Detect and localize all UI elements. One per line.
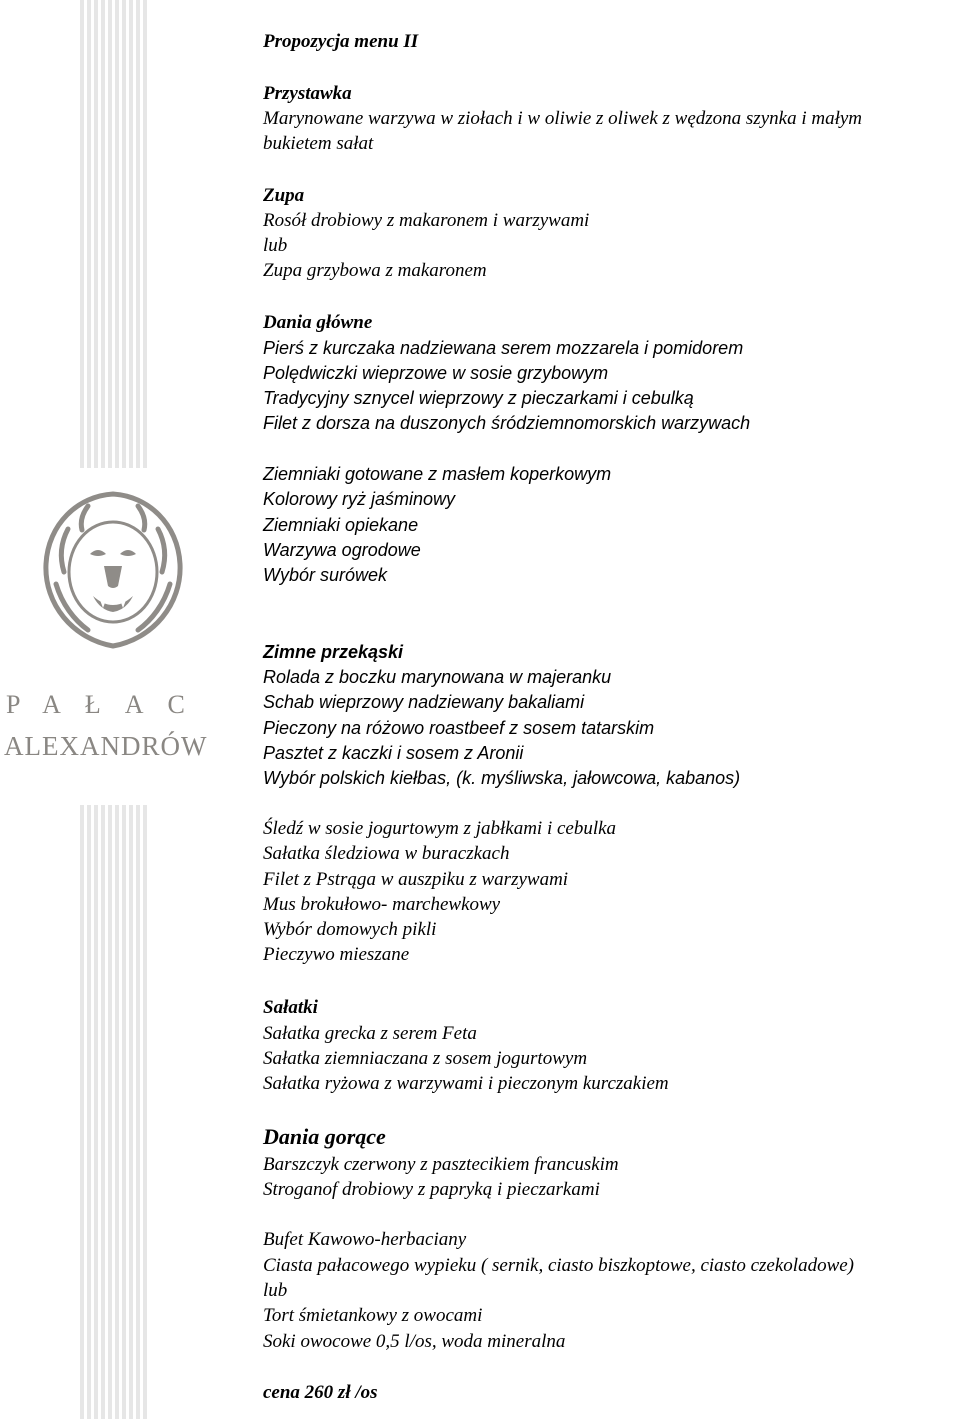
lion-head-icon [38,484,188,654]
salad-item: Sałatka ziemniaczana z sosem jogurtowym [263,1048,588,1069]
main-item: Polędwiczki wieprzowe w sosie grzybowym [263,363,609,383]
logo-line-alexandrow: ALEXANDRÓW [4,731,208,761]
cold-item: Wybór polskich kiełbas, (k. myśliwska, jałowcowa, kabanos) [263,768,741,788]
cold2-item: Wybór domowych pikli [263,919,437,940]
cold2-item: Filet z Pstrąga w auszpiku z warzywami [263,869,569,890]
hot-heading: Dania gorące [263,1124,386,1149]
starter-line: Marynowane warzywa w ziołach i w oliwie z oliwek z wędzona szynka i małym [263,108,863,129]
cold-item: Schab wieprzowy nadziewany bakaliami [263,692,585,712]
main-item: Tradycyjny sznycel wieprzowy z pieczarkami i cebulką [263,388,694,408]
buffet-line: Bufet Kawowo-herbaciany [263,1229,467,1250]
side-item: Wybór surówek [263,565,388,585]
buffet-line: Ciasta pałacowego wypieku ( sernik, ciasto biszkoptowe, ciasto czekoladowe) [263,1255,855,1276]
main-item: Pierś z kurczaka nadziewana serem mozzarela i pomidorem [263,338,744,358]
cold2-item: Sałatka śledziowa w buraczkach [263,843,510,864]
cold-heading: Zimne przekąski [263,642,404,662]
soup-item: Rosół drobiowy z makaronem i warzywami [263,210,590,231]
mains-heading: Dania główne [263,312,373,333]
cold2-item: Mus brokułowo- marchewkowy [263,894,501,915]
decorative-stripes-bottom [80,805,150,1419]
soup-heading: Zupa [263,185,305,206]
buffet-line: Tort śmietankowy z owocami [263,1305,483,1326]
side-item: Kolorowy ryż jaśminowy [263,489,456,509]
soup-item: Zupa grzybowa z makaronem [263,260,487,281]
cold-item: Pieczony na różowo roastbeef z sosem tatarskim [263,718,655,738]
side-item: Ziemniaki gotowane z masłem koperkowym [263,464,612,484]
hot-item: Stroganof drobiowy z papryką i pieczarkami [263,1179,600,1200]
menu-title: Propozycja menu II [263,31,419,52]
cold2-item: Pieczywo mieszane [263,944,410,965]
cold2-item: Śledź w sosie jogurtowym z jabłkami i cebulka [263,818,617,839]
salad-item: Sałatka grecka z serem Feta [263,1023,477,1044]
side-item: Ziemniaki opiekane [263,515,419,535]
price: cena 260 zł /os [263,1382,378,1403]
cold-item: Pasztet z kaczki i sosem z Aronii [263,743,524,763]
hot-item: Barszczyk czerwony z pasztecikiem francuskim [263,1154,619,1175]
salad-item: Sałatka ryżowa z warzywami i pieczonym kurczakiem [263,1073,669,1094]
starter-heading: Przystawka [263,83,352,104]
buffet-line: Soki owocowe 0,5 l/os, woda mineralna [263,1331,566,1352]
logo-line-palac: PAŁAC [6,690,209,719]
decorative-stripes-top [80,0,150,468]
starter-line: bukietem sałat [263,133,374,154]
cold-item: Rolada z boczku marynowana w majeranku [263,667,612,687]
soup-or: lub [263,235,288,256]
salads-heading: Sałatki [263,997,318,1018]
side-item: Warzywa ogrodowe [263,540,421,560]
buffet-or: lub [263,1280,288,1301]
main-item: Filet z dorsza na duszonych śródziemnomorskich warzywach [263,413,751,433]
